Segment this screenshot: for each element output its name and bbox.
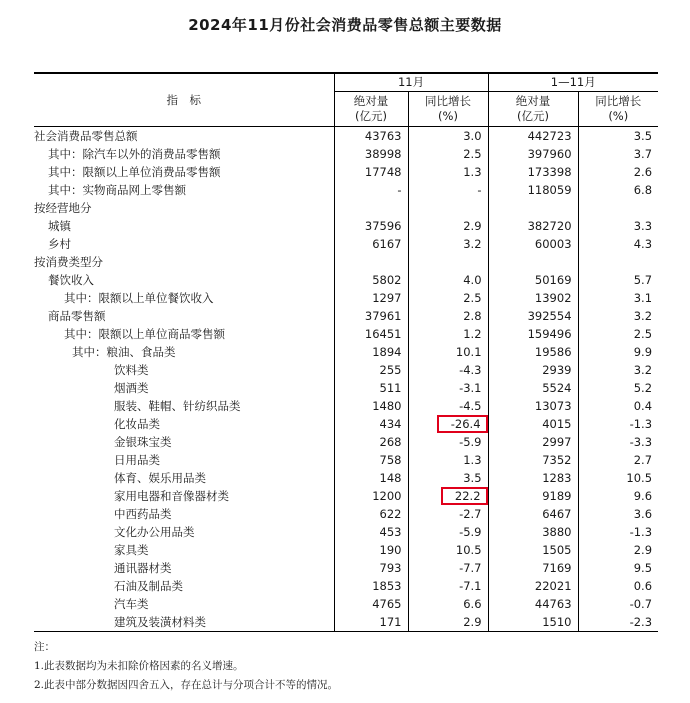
header-period-ytd: 1—11月: [488, 73, 658, 92]
month-abs-cell: 5802: [334, 271, 408, 289]
ytd-abs-cell: 3880: [488, 523, 578, 541]
row-label: 体育、娱乐用品类: [114, 471, 206, 485]
ytd-yoy-cell: 5.7: [578, 271, 658, 289]
table-row: [34, 253, 658, 271]
ytd-yoy-cell: 2.5: [578, 325, 658, 343]
month-abs-cell: 255: [334, 361, 408, 379]
row-label: 其中：除汽车以外的消费品零售额: [48, 147, 221, 161]
month-abs-cell: 37961: [334, 307, 408, 325]
table-row: [34, 361, 658, 379]
month-yoy-cell: -5.9: [408, 523, 488, 541]
table-row: [34, 307, 658, 325]
month-abs-cell: 793: [334, 559, 408, 577]
ytd-yoy-cell: 3.2: [578, 361, 658, 379]
month-abs-cell: [334, 253, 408, 271]
month-abs-cell: 1853: [334, 577, 408, 595]
month-yoy-cell: 2.8: [408, 307, 488, 325]
table-row: [34, 595, 658, 613]
month-yoy-cell: 10.5: [408, 541, 488, 559]
month-yoy-cell: 2.5: [408, 145, 488, 163]
row-label: 日用品类: [114, 453, 160, 467]
ytd-abs-cell: 2939: [488, 361, 578, 379]
row-label: 其中：限额以上单位餐饮收入: [64, 291, 214, 305]
table-row: [34, 271, 658, 289]
ytd-yoy-cell: 10.5: [578, 469, 658, 487]
header-ytd-yoy: [578, 92, 658, 127]
month-yoy-cell: -: [408, 181, 488, 199]
month-yoy-cell: -4.3: [408, 361, 488, 379]
month-abs-cell: 1297: [334, 289, 408, 307]
row-label: 其中：限额以上单位商品零售额: [64, 327, 225, 341]
header-yoy-unit: (%): [608, 109, 629, 123]
header-period-month: 11月: [334, 73, 488, 92]
row-label: 乡村: [48, 237, 71, 251]
table-row: [34, 397, 658, 415]
month-yoy-cell: -5.9: [408, 433, 488, 451]
row-label: 建筑及装潢材料类: [114, 615, 206, 629]
row-label: 文化办公用品类: [114, 525, 195, 539]
header-yoy-label: 同比增长: [595, 94, 642, 108]
ytd-abs-cell: 7169: [488, 559, 578, 577]
header-abs-unit: (亿元): [517, 109, 549, 123]
ytd-abs-cell: 159496: [488, 325, 578, 343]
month-abs-cell: 38998: [334, 145, 408, 163]
row-label: 按经营地分: [34, 201, 92, 215]
month-abs-cell: 1894: [334, 343, 408, 361]
ytd-yoy-cell: 5.2: [578, 379, 658, 397]
header-month-abs: [334, 92, 408, 127]
page-title: 2024年11月份社会消费品零售总额主要数据: [188, 16, 502, 34]
header-ytd-abs: [488, 92, 578, 127]
ytd-yoy-cell: 0.6: [578, 577, 658, 595]
row-label: 家用电器和音像器材类: [114, 489, 229, 503]
ytd-yoy-cell: 2.9: [578, 541, 658, 559]
table-row: [34, 127, 658, 146]
ytd-yoy-cell: [578, 253, 658, 271]
header-month-yoy: [408, 92, 488, 127]
ytd-yoy-cell: 9.6: [578, 487, 658, 505]
table-row: [34, 325, 658, 343]
ytd-abs-cell: 173398: [488, 163, 578, 181]
month-abs-cell: 511: [334, 379, 408, 397]
ytd-yoy-cell: 9.5: [578, 559, 658, 577]
ytd-yoy-cell: -1.3: [578, 415, 658, 433]
ytd-abs-cell: [488, 253, 578, 271]
table-row: [34, 235, 658, 253]
row-label: 石油及制品类: [114, 579, 183, 593]
row-label: 商品零售额: [48, 309, 106, 323]
ytd-yoy-cell: 2.7: [578, 451, 658, 469]
table-row: [34, 469, 658, 487]
ytd-abs-cell: 13902: [488, 289, 578, 307]
ytd-abs-cell: 397960: [488, 145, 578, 163]
ytd-yoy-cell: 2.6: [578, 163, 658, 181]
header-abs-label: 绝对量: [353, 94, 389, 108]
ytd-abs-cell: 2997: [488, 433, 578, 451]
ytd-abs-cell: 60003: [488, 235, 578, 253]
month-yoy-cell: 2.5: [408, 289, 488, 307]
ytd-yoy-cell: 3.7: [578, 145, 658, 163]
ytd-yoy-cell: 3.6: [578, 505, 658, 523]
ytd-abs-cell: 382720: [488, 217, 578, 235]
ytd-yoy-cell: -3.3: [578, 433, 658, 451]
ytd-abs-cell: 44763: [488, 595, 578, 613]
ytd-abs-cell: [488, 199, 578, 217]
month-yoy-cell: -2.7: [408, 505, 488, 523]
month-yoy-cell: 3.5: [408, 469, 488, 487]
header-yoy-label: 同比增长: [425, 94, 471, 108]
month-abs-cell: 171: [334, 613, 408, 632]
month-abs-cell: 622: [334, 505, 408, 523]
ytd-yoy-cell: 3.3: [578, 217, 658, 235]
month-yoy-cell: 2.9: [408, 217, 488, 235]
month-abs-cell: 190: [334, 541, 408, 559]
ytd-abs-cell: 1510: [488, 613, 578, 632]
ytd-abs-cell: 19586: [488, 343, 578, 361]
month-abs-cell: -: [334, 181, 408, 199]
ytd-yoy-cell: -0.7: [578, 595, 658, 613]
row-label: 金银珠宝类: [114, 435, 172, 449]
month-abs-cell: 148: [334, 469, 408, 487]
ytd-yoy-cell: 9.9: [578, 343, 658, 361]
ytd-abs-cell: 1505: [488, 541, 578, 559]
ytd-abs-cell: 50169: [488, 271, 578, 289]
month-yoy-cell: -3.1: [408, 379, 488, 397]
row-label: 社会消费品零售总额: [34, 129, 138, 143]
ytd-abs-cell: 5524: [488, 379, 578, 397]
table-row: [34, 181, 658, 199]
header-yoy-unit: (%): [438, 109, 458, 123]
ytd-abs-cell: 118059: [488, 181, 578, 199]
month-abs-cell: 268: [334, 433, 408, 451]
table-row: [34, 613, 658, 632]
row-label: 家具类: [114, 543, 149, 557]
retail-sales-table: [34, 72, 658, 632]
highlight-box: -26.4: [437, 415, 488, 433]
month-yoy-cell: [408, 199, 488, 217]
month-yoy-cell: 1.2: [408, 325, 488, 343]
table-row: [34, 217, 658, 235]
ytd-abs-cell: 9189: [488, 487, 578, 505]
month-yoy-cell: 3.0: [408, 127, 488, 146]
ytd-yoy-cell: 4.3: [578, 235, 658, 253]
table-row: [34, 487, 658, 505]
month-yoy-cell: 1.3: [408, 163, 488, 181]
month-abs-cell: 6167: [334, 235, 408, 253]
highlight-box: 22.2: [441, 487, 488, 505]
row-label: 其中：粮油、食品类: [72, 345, 176, 359]
table-row: [34, 505, 658, 523]
month-abs-cell: 453: [334, 523, 408, 541]
row-label: 汽车类: [114, 597, 149, 611]
month-abs-cell: [334, 199, 408, 217]
ytd-abs-cell: 6467: [488, 505, 578, 523]
month-abs-cell: 16451: [334, 325, 408, 343]
row-label: 其中：实物商品网上零售额: [48, 183, 186, 197]
month-abs-cell: 758: [334, 451, 408, 469]
table-row: [34, 559, 658, 577]
table-row: [34, 145, 658, 163]
table-row: [34, 289, 658, 307]
row-label: 饮料类: [114, 363, 149, 377]
table-row: [34, 577, 658, 595]
month-yoy-cell: 6.6: [408, 595, 488, 613]
table-row: [34, 163, 658, 181]
month-yoy-cell: -4.5: [408, 397, 488, 415]
table-row: [34, 451, 658, 469]
row-label: 烟酒类: [114, 381, 149, 395]
ytd-yoy-cell: 0.4: [578, 397, 658, 415]
month-yoy-cell: [408, 253, 488, 271]
month-yoy-cell: 1.3: [408, 451, 488, 469]
row-label: 城镇: [48, 219, 71, 233]
ytd-yoy-cell: [578, 199, 658, 217]
month-abs-cell: 17748: [334, 163, 408, 181]
ytd-yoy-cell: -1.3: [578, 523, 658, 541]
ytd-yoy-cell: 6.8: [578, 181, 658, 199]
table-row: [34, 343, 658, 361]
ytd-abs-cell: 7352: [488, 451, 578, 469]
month-yoy-cell: [408, 487, 488, 505]
ytd-abs-cell: 442723: [488, 127, 578, 146]
month-abs-cell: 434: [334, 415, 408, 433]
month-yoy-cell: 3.2: [408, 235, 488, 253]
footnote-2: 2.此表中部分数据因四舍五入，存在总计与分项合计不等的情况。: [34, 679, 339, 691]
month-yoy-cell: 2.9: [408, 613, 488, 632]
month-yoy-cell: [408, 415, 488, 433]
row-label: 化妆品类: [114, 417, 160, 431]
month-yoy-cell: 10.1: [408, 343, 488, 361]
table-row: [34, 415, 658, 433]
month-abs-cell: 1200: [334, 487, 408, 505]
table-row: [34, 541, 658, 559]
ytd-abs-cell: 392554: [488, 307, 578, 325]
month-yoy-cell: -7.7: [408, 559, 488, 577]
row-label: 按消费类型分: [34, 255, 103, 269]
table-row: [34, 199, 658, 217]
ytd-yoy-cell: 3.2: [578, 307, 658, 325]
month-abs-cell: 43763: [334, 127, 408, 146]
footnote-1: 1.此表数据均为未扣除价格因素的名义增速。: [34, 660, 244, 672]
month-abs-cell: 1480: [334, 397, 408, 415]
ytd-yoy-cell: -2.3: [578, 613, 658, 632]
ytd-abs-cell: 1283: [488, 469, 578, 487]
row-label: 服装、鞋帽、针纺织品类: [114, 399, 241, 413]
ytd-yoy-cell: 3.5: [578, 127, 658, 146]
month-abs-cell: 4765: [334, 595, 408, 613]
footnotes: [34, 638, 658, 695]
row-label: 中西药品类: [114, 507, 172, 521]
month-yoy-cell: -7.1: [408, 577, 488, 595]
ytd-abs-cell: 4015: [488, 415, 578, 433]
month-abs-cell: 37596: [334, 217, 408, 235]
month-yoy-cell: 4.0: [408, 271, 488, 289]
header-abs-unit: (亿元): [355, 109, 387, 123]
ytd-abs-cell: 13073: [488, 397, 578, 415]
header-indicator: 指 标: [34, 73, 334, 127]
row-label: 餐饮收入: [48, 273, 94, 287]
ytd-abs-cell: 22021: [488, 577, 578, 595]
row-label: 其中：限额以上单位消费品零售额: [48, 165, 221, 179]
table-row: [34, 523, 658, 541]
table-row: [34, 379, 658, 397]
row-label: 通讯器材类: [114, 561, 172, 575]
footnote-head: 注：: [34, 641, 55, 653]
ytd-yoy-cell: 3.1: [578, 289, 658, 307]
header-abs-label: 绝对量: [515, 94, 551, 108]
table-row: [34, 433, 658, 451]
